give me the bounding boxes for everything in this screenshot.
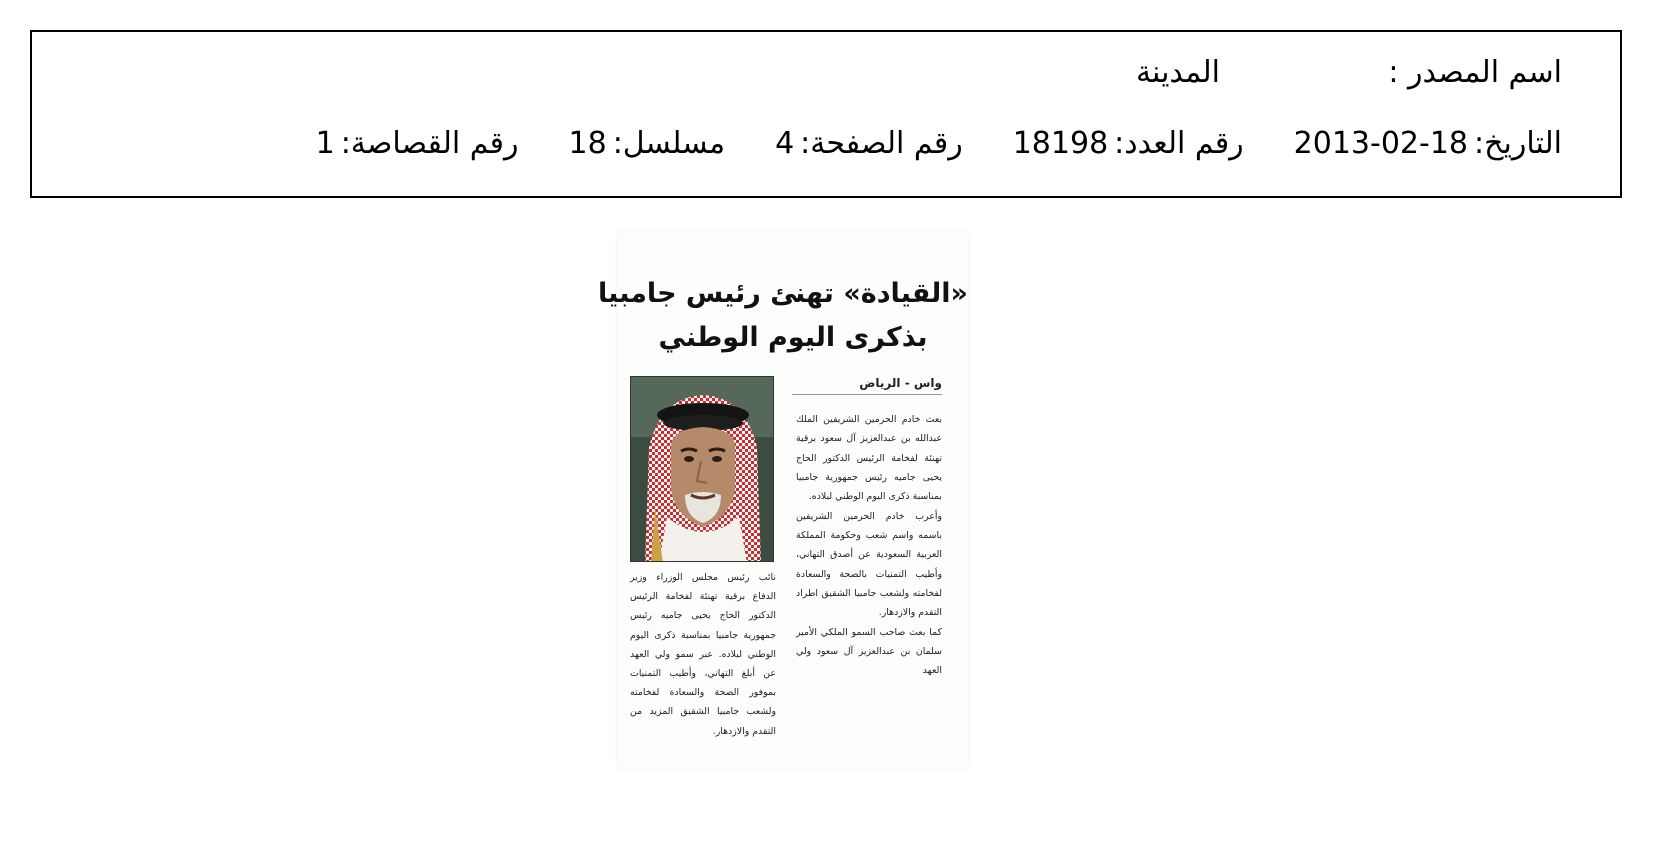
clip-label: رقم القصاصة: — [340, 126, 519, 161]
issue-label: رقم العدد: — [1114, 126, 1244, 161]
page-value: 4 — [775, 126, 795, 161]
metadata-header — [30, 30, 1622, 198]
article-column-right — [796, 410, 942, 681]
clip-field — [316, 126, 519, 161]
page-label: رقم الصفحة: — [800, 126, 963, 161]
issue-value: 18198 — [1012, 126, 1109, 161]
paragraph-4: نائب رئيس مجلس الوزراء وزير الدفاع برقية تهنئة لفخامة الرئيس الدكتور الحاج يحيى جاميه رئيس جمهورية جامبيا بمناسبة ذكرى اليوم الوطني لبلاده. عبر سمو ولي العهد عن أبلغ التهاني، وأطيب التمنيات بموفور الصحة والسعادة لفخامته ولشعب جامبيا الشقيق المزيد من التقدم والازدهار. — [630, 572, 776, 737]
serial-value: 18 — [568, 126, 607, 161]
headline-line-1: «القيادة» تهنئ رئيس جامبيا — [598, 278, 968, 309]
portrait-illustration — [631, 377, 774, 562]
source-label: اسم المصدر : — [1388, 55, 1562, 90]
portrait-photo — [630, 376, 774, 562]
article-column-left — [630, 568, 776, 741]
source-value: المدينة — [1135, 55, 1220, 90]
metadata-row — [316, 126, 1562, 161]
serial-label: مسلسل: — [612, 126, 726, 161]
paragraph-1: بعث خادم الحرمين الشريفين الملك عبدالله بن عبدالعزيز آل سعود برقية تهنئة لفخامة الرئيس الدكتور الحاج يحيى جاميه رئيس جمهورية جامبيا بمناسبة ذكرى اليوم الوطني لبلاده. — [796, 414, 942, 503]
clip-value: 1 — [315, 126, 335, 161]
date-label: التاريخ: — [1474, 126, 1562, 161]
newspaper-clipping — [598, 232, 968, 768]
paragraph-3: كما بعث صاحب السمو الملكي الأمير سلمان بن عبدالعزيز آل سعود ولي العهد — [796, 626, 942, 677]
byline: واس - الرياض — [859, 376, 942, 390]
byline-divider — [792, 394, 942, 395]
headline-line-2: بذكرى اليوم الوطني — [658, 322, 928, 353]
paragraph-2: وأعرب خادم الحرمين الشريفين باسمه واسم شعب وحكومة المملكة العربية السعودية عن أصدق التهاني، وأطيب التمنيات بالصحة والسعادة لفخامته ولشعب جامبيا الشقيق اطراد التقدم والازدهار. — [796, 510, 942, 619]
page-field — [775, 126, 963, 161]
date-value: 2013-02-18 — [1293, 126, 1469, 161]
headline — [598, 272, 968, 360]
issue-field — [1013, 126, 1244, 161]
serial-field — [569, 126, 726, 161]
date-field — [1294, 126, 1562, 161]
